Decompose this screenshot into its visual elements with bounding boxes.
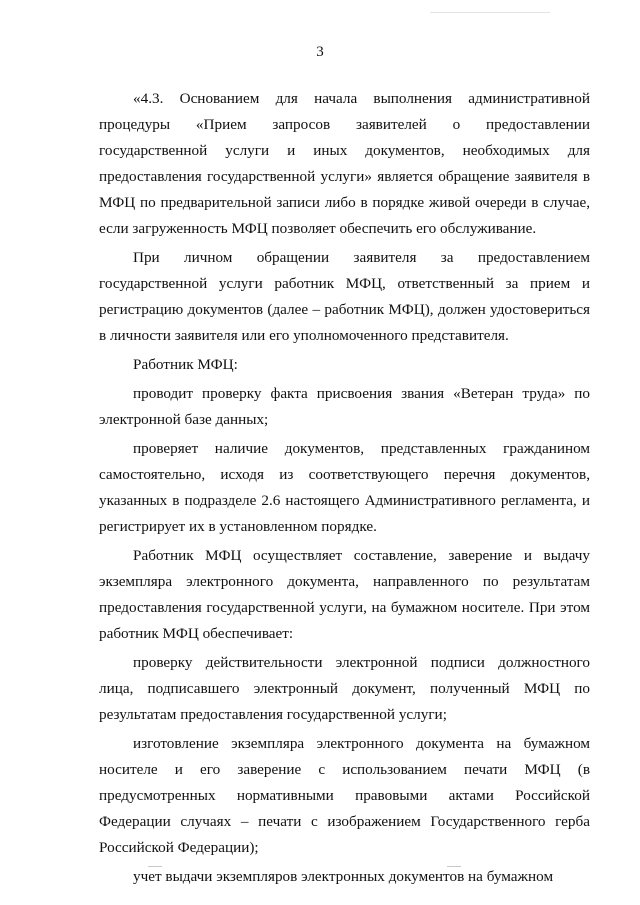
paragraph-accounting: учет выдачи экземпляров электронных документов на бумажном xyxy=(133,868,554,885)
scan-speck xyxy=(430,12,550,13)
paragraph-mfc-worker: Работник МФЦ: xyxy=(133,356,238,373)
paragraph-checks-title: проводит проверку факта присвоения звания «Ветеран труда» по электронной базе данных; xyxy=(99,385,590,428)
paragraph-issuance: Работник МФЦ осуществляет составление, заверение и выдачу экземпляра электронного документа, направленного по результатам предоставления государственной услуги, на бумажном носителе. При этом работник МФЦ обеспечивает: xyxy=(99,547,590,642)
page-number: 3 xyxy=(316,44,324,60)
paragraph-4-3: «4.3. Основанием для начала выполнения административной процедуры «Прием запросов заявителей о предоставлении государственной услуги и иных документов, необходимых для предоставления государственной услуги» является обращение заявителя в МФЦ по предварительной записи либо в порядке живой очереди в случае, если загруженность МФЦ позволяет обеспечить его обслуживание. xyxy=(99,90,590,237)
scan-speck xyxy=(148,866,162,867)
paragraph-personal-appeal: При личном обращении заявителя за предоставлением государственной услуги работник МФЦ, ответственный за прием и регистрацию документов (далее – работник МФЦ), должен удостовериться в личности заявителя или его уполномоченного представителя. xyxy=(99,249,590,344)
paragraph-checks-documents: проверяет наличие документов, представленных гражданином самостоятельно, исходя из соответствующего перечня документов, указанных в подразделе 2.6 настоящего Административного регламента, и регистрирует их в установленном порядке. xyxy=(99,440,590,535)
paragraph-paper-copy: изготовление экземпляра электронного документа на бумажном носителе и его заверение с использованием печати МФЦ (в предусмотренных нормативными правовыми актами Российской Федерации случаях – печати с изображением Государственного герба Российской Федерации); xyxy=(99,735,590,856)
paragraph-signature-check: проверку действительности электронной подписи должностного лица, подписавшего электронный документ, полученный МФЦ по результатам предоставления государственной услуги; xyxy=(99,654,590,723)
document-body xyxy=(99,86,590,893)
scan-speck xyxy=(447,866,461,867)
